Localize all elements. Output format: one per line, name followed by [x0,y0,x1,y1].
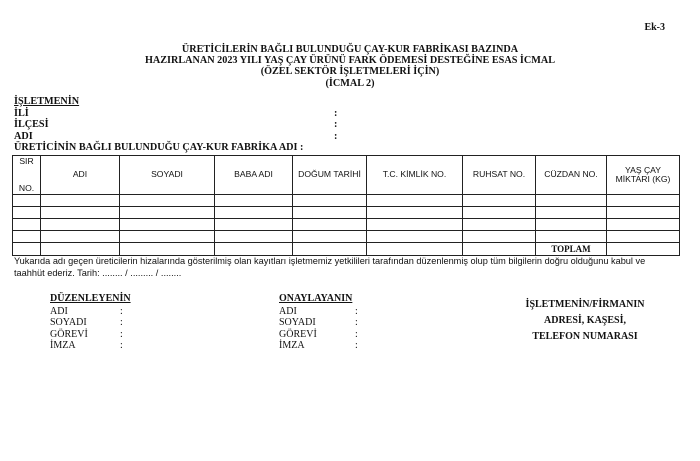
approved-by-title-row[interactable] [279,329,358,341]
approved-by-heading: ONAYLAYANIN [279,293,353,304]
table-cell[interactable] [120,195,215,207]
table-cell[interactable] [293,231,367,243]
prepared-by-surname-row[interactable] [50,317,131,329]
table-cell[interactable] [120,219,215,231]
prepared-by-name-label: ADI [50,305,68,317]
table-cell[interactable] [215,195,293,207]
table-cell[interactable] [463,219,536,231]
table-cell[interactable] [13,207,41,219]
total-cell [13,243,41,256]
table-cell[interactable] [367,231,463,243]
district-label: İLÇESİ [14,119,49,130]
table-row [13,207,680,219]
table-cell[interactable] [41,231,120,243]
total-cell [293,243,367,256]
prepared-by-signature-label: İMZA [50,340,76,351]
prepared-by-surname-label: SOYADI [50,317,87,328]
table-body [13,195,680,256]
business-heading: İŞLETMENİN [14,96,80,107]
table-cell[interactable] [41,207,120,219]
approved-by-signature-colon: : [355,340,358,351]
table-cell[interactable] [607,195,680,207]
approved-by-surname-colon: : [355,317,358,328]
commitment-statement: Yukarıda adı geçen üreticilerin hizalarında gösterilmiş olan kayıtları işletmemiz yetkilileri tarafından düzenlenmiş olup tüm bilgilerin doğru olduğunu kabul ve taahhüt ederiz. Tarih: ........ / ......... / ........ [14,256,646,278]
factory-row[interactable] [14,142,342,154]
table-cell[interactable] [463,231,536,243]
district-colon: : [334,119,338,130]
table-cell[interactable] [41,195,120,207]
prepared-by-block [50,293,131,352]
business-heading-row [14,96,342,108]
col-sir-top: SIR [19,156,34,166]
table-cell[interactable] [607,231,680,243]
table-cell[interactable] [463,207,536,219]
approved-by-title-colon: : [355,328,358,340]
table-cell[interactable] [536,207,607,219]
prepared-by-surname-colon: : [120,317,123,328]
table-cell[interactable] [13,195,41,207]
table-cell[interactable] [607,219,680,231]
total-cell [367,243,463,256]
col-sir-bottom: NO. [18,182,35,193]
approved-by-signature-row[interactable] [279,340,358,352]
total-label: TOPLAM [536,243,607,256]
table-header-row [13,156,680,195]
total-cell [463,243,536,256]
table-cell[interactable] [463,195,536,207]
firm-line-1: İŞLETMENİN/FİRMANIN [525,299,645,310]
name-colon: : [334,130,338,142]
table-cell[interactable] [293,207,367,219]
table-cell[interactable] [367,195,463,207]
table-row [13,195,680,207]
table-cell[interactable] [215,207,293,219]
prepared-by-signature-row[interactable] [50,340,131,352]
col-ruhsat: RUHSAT NO. [463,156,536,195]
col-cuzdan: CÜZDAN NO. [536,156,607,195]
table-cell[interactable] [536,219,607,231]
table-cell[interactable] [367,219,463,231]
col-baba-adi: BABA ADI [215,156,293,195]
approved-by-surname-row[interactable] [279,317,358,329]
col-tc-kimlik: T.C. KİMLİK NO. [367,156,463,195]
total-row [13,243,680,256]
col-adi: ADI [41,156,120,195]
approved-by-name-label: ADI [279,305,297,317]
firm-stamp-area[interactable] [505,297,665,345]
table-row [13,231,680,243]
document-title [0,44,700,89]
col-soyadi: SOYADI [120,156,215,195]
table-cell[interactable] [215,219,293,231]
firm-line-2: ADRESİ, KAŞESİ, [544,315,626,326]
title-line-3: (ÖZEL SEKTÖR İŞLETMELERİ İÇİN) [260,66,440,78]
approved-by-block [279,293,358,352]
prepared-by-name-row[interactable] [50,306,131,318]
col-yas-cay: YAŞ ÇAY MİKTARI (KG) [607,156,680,195]
table-cell[interactable] [120,207,215,219]
province-row[interactable] [14,108,342,120]
total-cell [215,243,293,256]
table-cell[interactable] [120,231,215,243]
table-cell[interactable] [536,231,607,243]
producer-table [12,155,680,256]
firm-line-3: TELEFON NUMARASI [532,331,638,342]
table-cell[interactable] [215,231,293,243]
title-line-4: (İCMAL 2) [325,77,375,89]
approved-by-title-label: GÖREVİ [279,328,317,340]
total-cell [120,243,215,256]
table-cell[interactable] [367,207,463,219]
annex-label: Ek-3 [644,22,665,33]
prepared-by-title-colon: : [120,328,123,340]
prepared-by-title-row[interactable] [50,329,131,341]
table-row [13,219,680,231]
col-sir-no [13,156,41,195]
approved-by-signature-label: İMZA [279,340,305,351]
table-cell[interactable] [13,219,41,231]
prepared-by-heading: DÜZENLEYENİN [50,293,131,304]
province-colon: : [334,107,338,119]
approved-by-surname-label: SOYADI [279,317,316,328]
table-cell[interactable] [293,219,367,231]
factory-label: ÜRETİCİNİN BAĞLI BULUNDUĞU ÇAY-KUR FABRİKA ADI : [14,142,304,153]
name-row[interactable] [14,131,342,143]
approved-by-name-colon: : [355,305,358,317]
prepared-by-signature-colon: : [120,340,123,351]
total-value-cell[interactable] [607,243,680,256]
name-label: ADI [14,130,33,142]
table-cell[interactable] [536,195,607,207]
prepared-by-title-label: GÖREVİ [50,328,88,340]
district-row[interactable] [14,119,342,131]
prepared-by-name-colon: : [120,305,123,317]
table-cell[interactable] [41,219,120,231]
table-cell[interactable] [13,231,41,243]
total-cell [41,243,120,256]
business-info-fields [14,96,342,154]
title-line-2: HAZIRLANAN 2023 YILI YAŞ ÇAY ÜRÜNÜ FARK ÖDEMESİ DESTEĞİNE ESAS İCMAL [144,55,556,67]
approved-by-name-row[interactable] [279,306,358,318]
table-cell[interactable] [293,195,367,207]
col-dogum-tarihi: DOĞUM TARİHİ [293,156,367,195]
province-label: İLİ [14,107,29,119]
table-cell[interactable] [607,207,680,219]
title-line-1: ÜRETİCİLERİN BAĞLI BULUNDUĞU ÇAY-KUR FABRİKASI BAZINDA [181,44,519,55]
